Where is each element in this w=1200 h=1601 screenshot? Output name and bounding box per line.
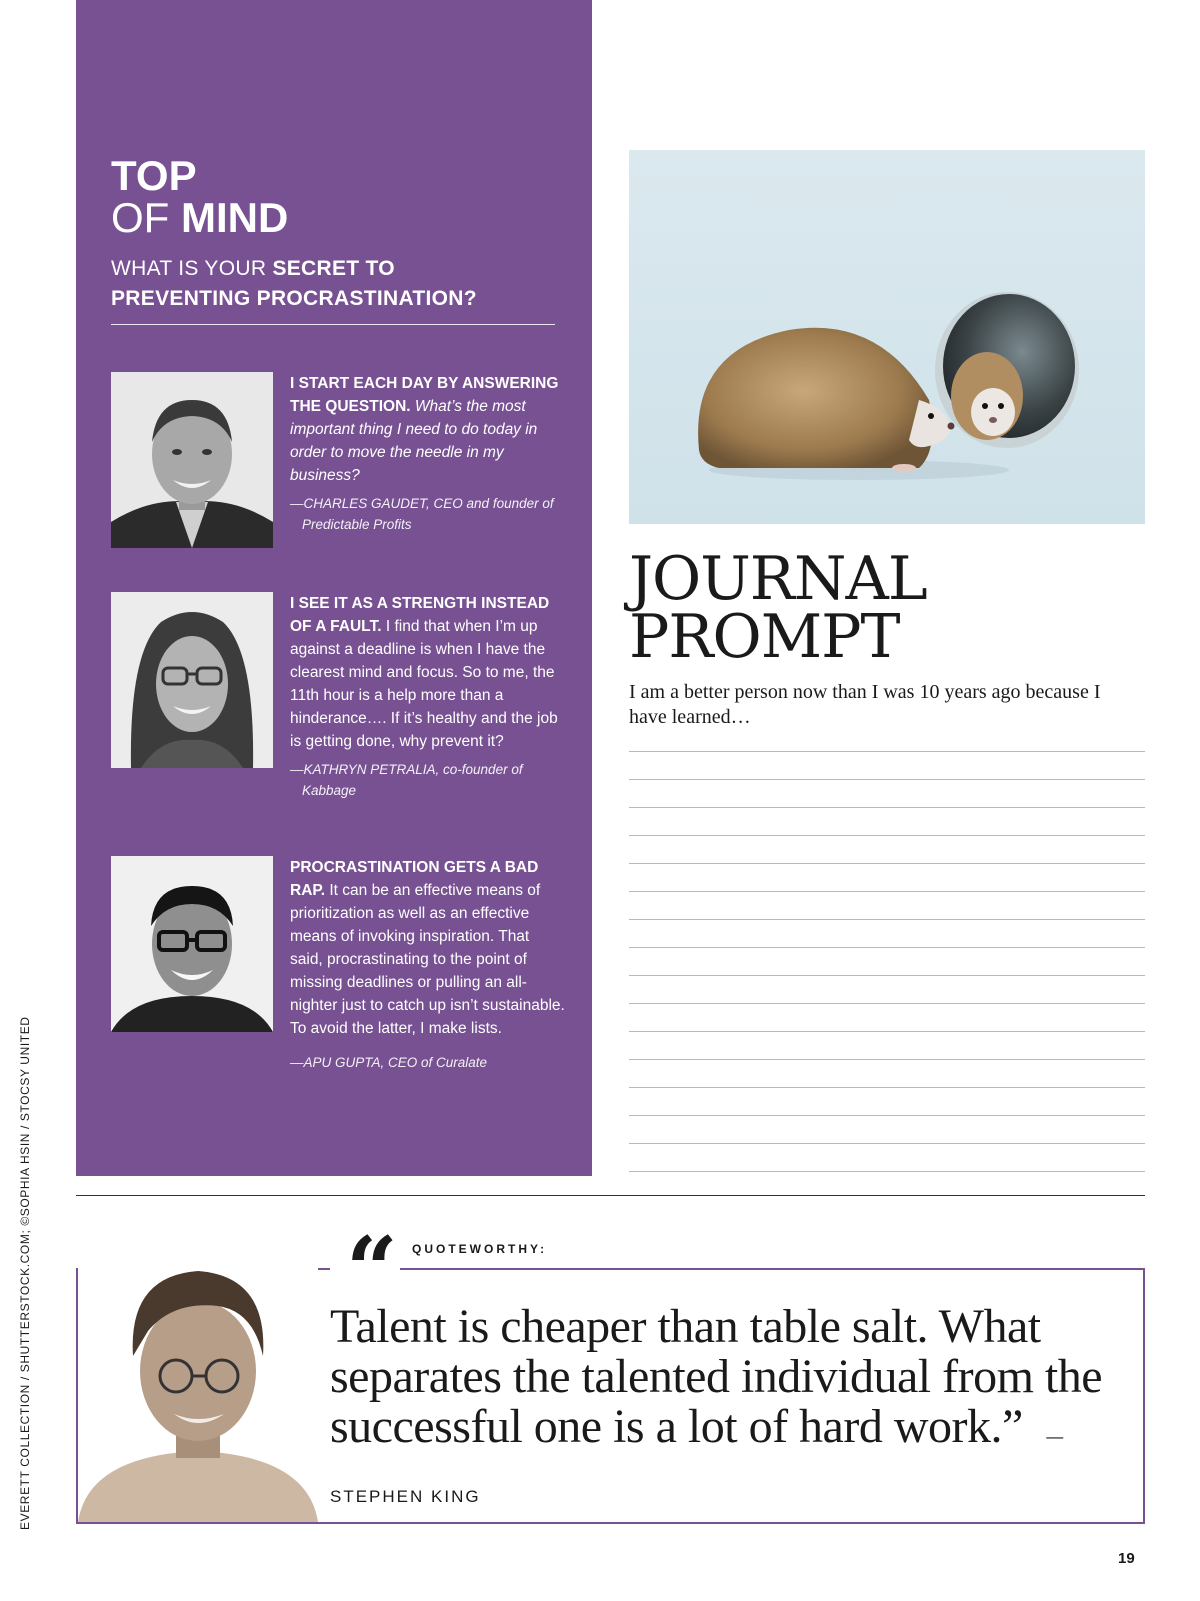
writing-line[interactable] (629, 1143, 1145, 1171)
journal-title (629, 544, 1149, 672)
writing-line[interactable] (629, 1059, 1145, 1087)
journal-title-line1: JOURNAL (629, 544, 927, 614)
entry-lead: I START EACH DAY BY ANSWERING THE QUESTION. (290, 375, 559, 415)
entry-attribution: —KATHRYN PETRALIA, co-founder of Kabbage (290, 762, 523, 798)
question-bold2: PREVENTING PROCRASTINATION? (111, 287, 477, 310)
title-of: OF (111, 194, 170, 241)
panel-divider (111, 324, 555, 325)
entry-body: What’s the most important thing I need to do today in order to move the needle in my business? (290, 398, 538, 484)
title-top: TOP (111, 152, 197, 199)
entry-lead: PROCRASTINATION GETS A BAD RAP. (290, 859, 539, 899)
entry-text (290, 372, 565, 535)
author-photo (78, 1236, 318, 1522)
writing-line[interactable] (629, 1115, 1145, 1143)
journal-prompt-text: I am a better person now than I was 10 years ago because I have learned… (629, 681, 1101, 728)
entry-body: It can be an effective means of prioritization as well as an effective means of invoking inspiration. That said, procrastinating to the point of missing deadlines or pulling an all-nighter just to catch up isn’t sustainable. To avoid the latter, I make lists. (290, 882, 565, 1037)
journal-title-line2: PROMPT (629, 602, 900, 672)
entry-lead: I SEE IT AS A STRENGTH INSTEAD OF A FAULT. (290, 595, 550, 635)
writing-line[interactable] (629, 863, 1145, 891)
writing-line[interactable] (629, 751, 1145, 779)
headshot-photo (111, 856, 273, 1032)
quote-body: Talent is cheaper than table salt. What separates the talented individual from the successful one is a lot of hard work.” (330, 1300, 1103, 1453)
top-of-mind-panel (76, 0, 592, 1176)
headshot-photo (111, 592, 273, 768)
question-bold1: SECRET TO (272, 257, 395, 280)
writing-line[interactable] (629, 835, 1145, 863)
writing-line[interactable] (629, 919, 1145, 947)
quoteworthy-label: QUOTEWORTHY: (402, 1242, 557, 1256)
title-mind: MIND (181, 194, 289, 241)
writing-line[interactable] (629, 807, 1145, 835)
writing-line[interactable] (629, 779, 1145, 807)
writing-line[interactable] (629, 891, 1145, 919)
writing-line[interactable] (629, 947, 1145, 975)
quote-mark-icon: “ (346, 1217, 398, 1323)
writing-line[interactable] (629, 1031, 1145, 1059)
headshot-photo (111, 372, 273, 548)
writing-lines[interactable] (629, 751, 1145, 1199)
entry-attribution: —CHARLES GAUDET, CEO and founder of Predictable Profits (290, 496, 554, 532)
page-number: 19 (1118, 1550, 1135, 1567)
entry-text (290, 592, 565, 801)
section-divider (76, 1195, 1145, 1196)
photo-credit: EVERETT COLLECTION / SHUTTERSTOCK.COM; ©SOPHIA HSIN / STOCSY UNITED (18, 1016, 32, 1530)
quote-text (330, 1302, 1120, 1522)
writing-line[interactable] (629, 975, 1145, 1003)
quote-author: — STEPHEN KING (330, 1427, 1066, 1506)
question-part1: WHAT IS YOUR (111, 257, 267, 280)
entry-attribution: —APU GUPTA, CEO of Curalate (290, 1055, 488, 1070)
panel-question (111, 254, 561, 314)
panel-title (111, 152, 561, 241)
hedgehog-mirror-photo (629, 150, 1145, 524)
writing-line[interactable] (629, 1003, 1145, 1031)
entry-text (290, 856, 565, 1073)
entry-body: I find that when I’m up against a deadline is when I have the clearest mind and focus. So to me, the 11th hour is a help more than a hinderance…. If it’s healthy and the job is getting done, why prevent it? (290, 618, 558, 750)
writing-line[interactable] (629, 1087, 1145, 1115)
